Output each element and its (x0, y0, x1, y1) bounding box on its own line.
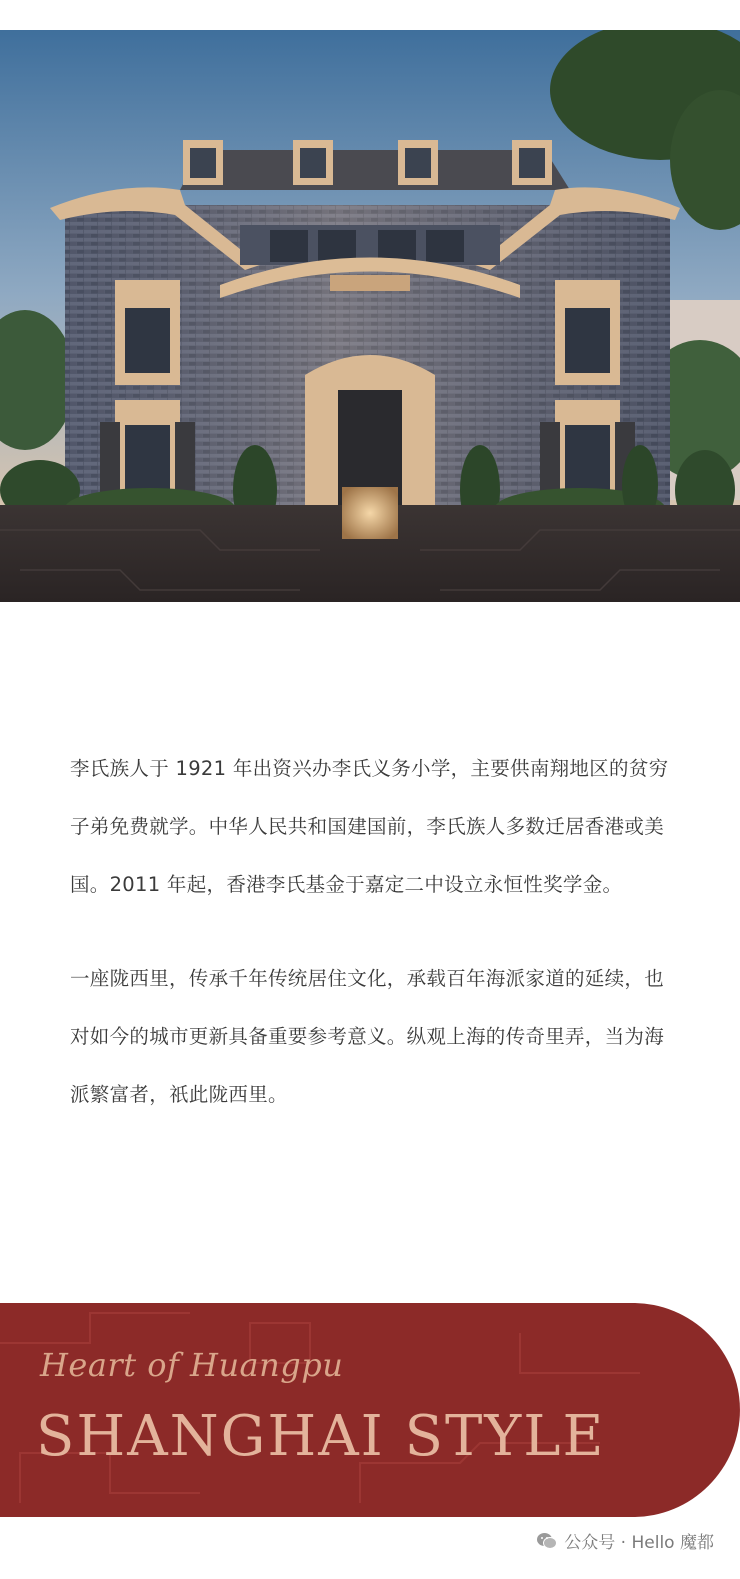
wechat-icon (536, 1532, 558, 1550)
article-body (70, 740, 670, 1124)
source-label: 公众号 · Hello 魔都 (564, 1533, 714, 1553)
source-watermark (536, 1528, 714, 1553)
banner-subtitle: Heart of Huangpu (40, 1346, 344, 1384)
banner-title: SHANGHAI STYLE (36, 1404, 606, 1469)
hero-image (0, 30, 740, 602)
article-paragraph: 一座陇西里，传承千年传统居住文化，承载百年海派家道的延续，也对如今的城市更新具备重要参考意义。纵观上海的传奇里弄，当为海派繁富者，祇此陇西里。 (70, 967, 665, 1106)
building-illustration (0, 30, 740, 602)
article-paragraph: 李氏族人于 1921 年出资兴办李氏义务小学，主要供南翔地区的贫穷子弟免费就学。中华人民共和国建国前，李氏族人多数迁居香港或美国。2011 年起，香港李氏基金于嘉定二中设立永恒性奖学金。 (70, 757, 669, 896)
